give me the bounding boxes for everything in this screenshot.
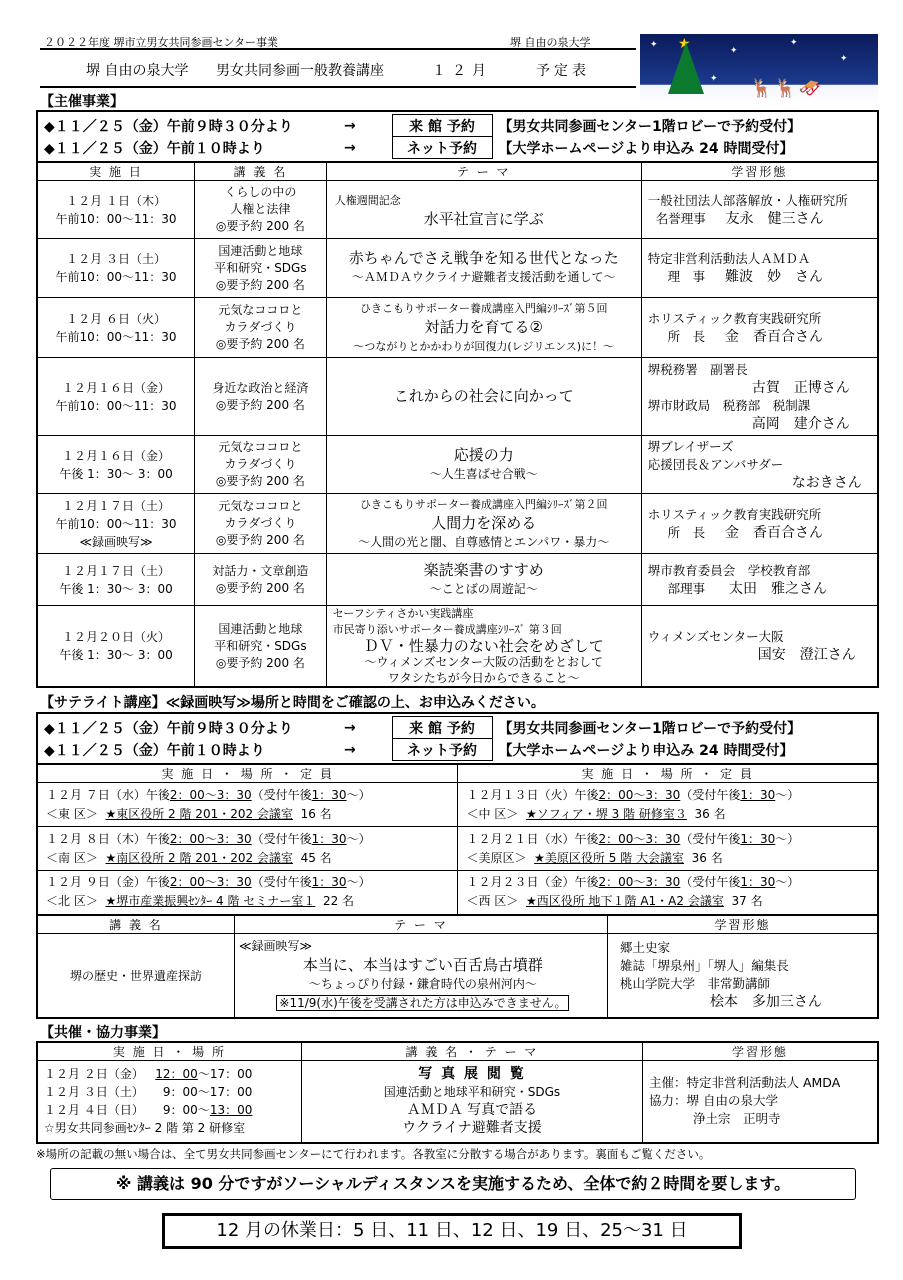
res-note: 【大学ホームページより申込み 24 時間受付】: [498, 140, 794, 157]
theme: ウクライナ避難者支援: [402, 1120, 542, 1137]
theme-sub: ～人生喜ばせ合戦～: [429, 466, 538, 481]
theme-pre2: 市民寄り添いサポーター養成講座ｼﾘｰｽﾞ 第３回: [332, 623, 562, 636]
res-arrow: →: [344, 719, 356, 736]
lecture: 身近な政治と経済: [212, 380, 309, 395]
table-row: [37, 181, 878, 239]
col-lecture-theme: 講 義 名 ・ テ ー マ: [301, 1042, 642, 1061]
capacity: 36 名: [694, 806, 726, 821]
coop-section-label: 【共催・協力事業】: [40, 1025, 166, 1041]
theme-sub: ～ちょっぴり付録・鎌倉時代の泉州河内～: [308, 977, 537, 992]
time: 午前10：00～11：30: [55, 211, 177, 226]
date: １２月２０日（火）: [62, 630, 171, 644]
date: １２月１６日（金）: [62, 380, 171, 395]
capacity: ◎要予約 200 名: [215, 219, 305, 233]
lecture: カラダづくり: [224, 516, 297, 530]
session-recv-time: 1：30: [740, 831, 776, 846]
col-theme: テ ー マ: [234, 916, 607, 934]
satellite-section-label: 【サテライト講座】≪録画映写≫場所と時間をご確認の上、お申込みください。: [40, 695, 545, 711]
lecture: 平和研究・SDGs: [214, 260, 307, 275]
res-date: ◆１１／２５（金）午前９時３０分より: [44, 118, 293, 135]
org: 堺市教育委員会 学校教育部: [647, 562, 811, 578]
venue: ★東区役所 2 階 201・202 会議室: [105, 806, 293, 821]
satellite-lecture-table: [36, 915, 879, 1019]
capacity: 36 名: [691, 850, 723, 865]
col-lecture: 講 義 名: [37, 916, 234, 934]
role: 理 事: [667, 269, 706, 284]
reindeer-sleigh-icon: 🦌🦌🛷: [750, 78, 824, 99]
recording-tag: ≪録画映写≫: [238, 939, 313, 954]
instructor-name: 太田 雅之さん: [728, 580, 827, 597]
coop-table: [36, 1041, 879, 1144]
session-date: １２月２３日（金）午後: [466, 875, 599, 890]
session-recv-end: ～）: [346, 875, 371, 890]
instructor-name: なおきさん: [791, 474, 862, 491]
satellite-table: [36, 712, 879, 916]
ward: ＜東 区＞: [46, 806, 98, 821]
theme: 応援の力: [453, 445, 514, 464]
session-cell: [458, 871, 878, 915]
res-date: ◆１１／２５（金）午前９時３０分より: [44, 720, 293, 737]
session-time: 2：00～3：30: [169, 875, 252, 890]
header-right: 堺 自由の泉大学: [510, 36, 591, 49]
main-section-label: 【主催事業】: [40, 94, 124, 110]
session-recv-time: 1：30: [740, 875, 776, 890]
res-arrow: →: [344, 117, 356, 134]
venue: ★南区役所 2 階 201・202 会議室: [105, 850, 293, 865]
org: 堺ブレイザーズ: [647, 438, 734, 454]
ward: ＜西 区＞: [466, 894, 519, 909]
table-row: [37, 827, 878, 871]
time: 午前10：00～11：30: [55, 329, 177, 344]
role: 所 長: [667, 328, 706, 344]
instructor-title: 雑誌「堺泉州」「堺人」編集長: [619, 958, 789, 974]
capacity: 37 名: [731, 894, 763, 909]
capacity: 16 名: [300, 806, 332, 821]
theme: 写 真 展 閲 覧: [418, 1066, 526, 1083]
theme-pre: ひきこもりサポーター養成講座入門編ｼﾘｰｽﾞ第２回: [359, 498, 608, 511]
col-theme: テ ー マ: [326, 162, 641, 181]
col-date-place: 実 施 日 ・ 場 所: [37, 1042, 301, 1061]
res-note: 【大学ホームページより申込み 24 時間受付】: [498, 742, 794, 759]
instructor-title: 桃山学院大学 非常勤講師: [619, 976, 770, 992]
session-cell: [37, 871, 458, 915]
capacity: 22 名: [322, 894, 355, 909]
session-recv: （受付午後: [680, 875, 741, 890]
date: １２月 ３日（土）: [44, 1085, 144, 1100]
theme-note: ※11/9(水)午後を受講された方は申込みできません。: [276, 995, 569, 1011]
theme-pre: セーフシティさかい実践講座: [332, 607, 474, 620]
cooperator: 協力：堺 自由の泉大学: [648, 1093, 778, 1109]
venue: ★堺市産業振興ｾﾝﾀｰ 4 階 セミナー室１: [105, 894, 316, 909]
session-recv: （受付午後: [251, 787, 312, 802]
date: １２月 ４日（日）: [44, 1103, 144, 1118]
session-time: 2：00～3：30: [598, 787, 681, 802]
page-title: [40, 48, 636, 88]
col-session: 実 施 日 ・ 場 所 ・ 定 員: [37, 764, 458, 783]
session-date: １２月 ７日（水）午後: [46, 787, 170, 802]
session-time: 2：00～3：30: [169, 787, 252, 802]
instructor-name: 金 香百合さん: [725, 328, 823, 345]
org2: 堺市財政局 税務部 税制課: [647, 397, 811, 413]
time: 9：00～: [162, 1103, 210, 1118]
instructor-name: 桧本 多加三さん: [709, 994, 822, 1011]
capacity: ◎要予約 200 名: [215, 655, 305, 670]
organizer: 主催：特定非営利活動法人 AMDA: [648, 1075, 841, 1091]
capacity: 45 名: [300, 850, 332, 865]
lecture: 国連活動と地球平和研究・SDGs: [383, 1085, 561, 1100]
theme: 本当に、本当はすごい百舌鳥古墳群: [302, 956, 543, 975]
capacity: ◎要予約 200 名: [215, 580, 305, 595]
col-instructor: 学習形態: [607, 916, 878, 934]
theme: 水平社宣言に学ぶ: [423, 209, 544, 228]
org: 一般社団法人部落解放・人権研究所: [647, 192, 848, 208]
session-recv-time: 1：30: [311, 787, 347, 802]
org: ホリスティック教育実践研究所: [647, 506, 822, 522]
theme-pre: ひきこもりサポーター養成講座入門編ｼﾘｰｽﾞ第５回: [359, 302, 608, 315]
christmas-illustration: ✦ ✦ ✦ ✦ ✦ ★ 🦌🦌🛷: [640, 34, 878, 106]
theme-pre: 人権週間記念: [334, 193, 401, 207]
col-date: 実 施 日: [37, 162, 195, 181]
theme-sub: ～ウィメンズセンター大阪の活動をとおして: [364, 655, 603, 669]
date: １２月１７日（土）: [62, 563, 171, 578]
time: 午後 1：30～ 3：00: [59, 581, 173, 596]
table-row: [37, 783, 878, 827]
lecture: くらしの中の: [224, 185, 297, 199]
date: １２月 ６日（火）: [66, 311, 166, 326]
table-row: [37, 871, 878, 915]
org: ウィメンズセンター大阪: [647, 629, 784, 644]
theme: 対話力を育てる②: [424, 318, 543, 336]
role: 部理事: [667, 580, 706, 596]
satellite-reservations: [44, 716, 871, 761]
theme-sub: ～ことばの周遊記～: [429, 581, 538, 596]
table-row: [37, 934, 878, 1018]
col-instructor: 学習形態: [641, 162, 878, 181]
instructor-name: 友永 健三さん: [725, 210, 824, 227]
res-note: 【男女共同参画センター1階ロビーで予約受付】: [498, 118, 802, 135]
theme-sub2: ワタシたちが今日からできること～: [387, 671, 580, 685]
ward: ＜南 区＞: [46, 850, 98, 865]
col-instructor: 学習形態: [642, 1042, 878, 1061]
org: ホリスティック教育実践研究所: [647, 310, 822, 326]
role: 所 長: [667, 524, 706, 540]
main-table: [36, 110, 879, 688]
session-recv: （受付午後: [251, 875, 312, 890]
session-date: １２月１３日（火）午後: [466, 787, 599, 802]
theme: 楽読楽書のすすめ: [423, 560, 544, 579]
lecture: 対話力・文章創造: [212, 563, 309, 578]
notice-banner: ※ 講義は 90 分ですがソーシャルディスタンスを実施するため、全体で約２時間を要します。: [50, 1168, 856, 1200]
date: １２月１６日（金）: [62, 448, 171, 463]
lecture: カラダづくり: [224, 457, 297, 471]
lecture: 元気なココロと: [218, 303, 303, 317]
lecture: 堺の歴史・世界遺産探訪: [37, 934, 234, 1018]
table-row: [37, 298, 878, 358]
header-left: ２０２２年度 堺市立男女共同参画センター事業: [44, 36, 279, 49]
main-reservations: [44, 114, 871, 159]
col-lecture: 講 義 名: [195, 162, 327, 181]
org: 堺税務署 副署長: [647, 361, 748, 377]
session-date: １２月 ９日（金）午後: [46, 875, 170, 890]
lecture: 元気なココロと: [218, 499, 303, 513]
session-time: 2：00～3：30: [598, 875, 681, 890]
session-time: 2：00～3：30: [598, 831, 681, 846]
lecture: カラダづくり: [224, 320, 297, 334]
session-recv-end: ～）: [775, 875, 800, 890]
lecture: 国連活動と地球: [218, 243, 303, 258]
instructor-name: 古賀 正博さん: [751, 379, 850, 396]
ward: ＜中 区＞: [466, 806, 519, 821]
date: １２月 ２日（金）: [44, 1067, 144, 1082]
closed-days-box: 12 月の休業日：5 日、11 日、12 日、19 日、25～31 日: [162, 1213, 742, 1249]
time: 午前10：00～11：30: [55, 270, 177, 284]
theme: これからの社会に向かって: [393, 387, 574, 405]
table-row: [37, 358, 878, 436]
theme: 人間力を深める: [431, 514, 537, 532]
title-org: 堺 自由の泉大学: [86, 63, 189, 79]
time: 午後 1：30～ 3：00: [59, 648, 173, 662]
time: 9：00～17：00: [162, 1085, 253, 1100]
session-recv-time: 1：30: [311, 875, 347, 890]
place: ☆男女共同参画ｾﾝﾀｰ 2 階 第 2 研修室: [44, 1121, 246, 1136]
res-date: ◆１１／２５（金）午前１０時より: [44, 742, 265, 759]
time: ～17：00: [197, 1067, 253, 1082]
instructor-name: 高岡 建介さん: [751, 415, 850, 432]
session-recv: （受付午後: [680, 831, 741, 846]
time: 午前10：00～11：30: [55, 398, 177, 413]
net-reservation-box: ネット予約: [392, 137, 492, 159]
lecture: 元気なココロと: [218, 440, 303, 454]
time: 午前10：00～11：30: [55, 516, 177, 531]
theme-sub: ～人間の光と闇、自尊感情とエンパワ・暴力～: [358, 535, 610, 549]
capacity: ◎要予約 200 名: [215, 474, 305, 488]
session-cell: [458, 827, 878, 871]
ward: ＜北 区＞: [46, 894, 98, 909]
role: 名誉理事: [655, 210, 706, 226]
session-cell: [37, 783, 458, 827]
table-row: [37, 239, 878, 298]
date: １２月１７日（土）: [62, 498, 171, 513]
session-recv-end: ～）: [775, 787, 800, 802]
session-cell: [37, 827, 458, 871]
session-recv-time: 1：30: [311, 831, 347, 846]
time: 13：00: [209, 1103, 253, 1118]
theme: 赤ちゃんでさえ戦争を知る世代となった: [348, 249, 619, 267]
instructor-name: 金 香百合さん: [725, 524, 823, 541]
instructor-name: 国安 澄江さん: [757, 647, 856, 663]
walkin-reservation-box: 来 館 予約: [392, 717, 492, 739]
table-row: [37, 436, 878, 494]
walkin-reservation-box: 来 館 予約: [392, 115, 492, 137]
footnote: ※場所の記載の無い場合は、全て男女共同参画センターにて行われます。各教室に分散する場合があります。裏面もご覧ください。: [36, 1147, 711, 1161]
theme: ＤＶ・性暴力のない社会をめざして: [363, 637, 604, 655]
net-reservation-box: ネット予約: [392, 739, 492, 761]
res-arrow: →: [344, 741, 356, 758]
recording-tag: ≪録画映写≫: [79, 534, 153, 549]
session-recv: （受付午後: [251, 831, 312, 846]
res-note: 【男女共同参画センター1階ロビーで予約受付】: [498, 720, 802, 737]
table-row: [37, 606, 878, 688]
venue: ★ソフィア・堺 3 階 研修室３: [525, 806, 687, 821]
capacity: ◎要予約 200 名: [215, 397, 305, 412]
capacity: ◎要予約 200 名: [215, 533, 305, 547]
res-arrow: →: [344, 139, 356, 156]
venue: ★西区役所 地下１階 A1・A2 会議室: [525, 894, 724, 909]
theme: ＡＭＤＡ 写真で語る: [406, 1102, 538, 1119]
theme-sub: ～ＡＭＤＡウクライナ避難者支援活動を通して～: [351, 270, 616, 284]
session-recv-end: ～）: [775, 831, 800, 846]
session-date: １２月 ８日（木）午後: [46, 831, 170, 846]
col-session: 実 施 日 ・ 場 所 ・ 定 員: [458, 764, 878, 783]
ward: ＜美原区＞: [466, 850, 527, 865]
table-row: [37, 554, 878, 606]
session-recv-end: ～）: [346, 831, 371, 846]
session-date: １２月２１日（水）午後: [466, 831, 599, 846]
session-recv: （受付午後: [680, 787, 741, 802]
time: 12：00: [155, 1067, 198, 1082]
tree-icon: [668, 42, 704, 94]
date: １２月 １日（木）: [66, 193, 166, 208]
instructor-title: 郷土史家: [619, 940, 670, 956]
role: 応援団長＆アンバサダー: [647, 456, 784, 472]
cooperator: 浄土宗 正明寺: [692, 1111, 781, 1127]
lecture: 平和研究・SDGs: [214, 638, 307, 653]
table-row: [37, 494, 878, 554]
title-month: １２月: [432, 63, 492, 79]
org: 特定非営利活動法人ＡＭＤＡ: [647, 251, 811, 266]
session-recv-end: ～）: [346, 787, 371, 802]
lecture: 国連活動と地球: [218, 621, 303, 636]
title-course: 男女共同参画一般教養講座: [216, 63, 384, 79]
time: 午後 1：30～ 3：00: [59, 466, 173, 481]
capacity: ◎要予約 200 名: [215, 277, 305, 292]
instructor-name: 難波 妙 さん: [725, 269, 823, 285]
title-schedule: 予定表: [536, 63, 590, 79]
date: １２月 ３日（土）: [66, 252, 166, 266]
theme-sub: ～つながりとかかわりが回復力(レジリエンス)に！～: [353, 340, 615, 353]
res-date: ◆１１／２５（金）午前１０時より: [44, 140, 265, 157]
lecture: 人権と法律: [230, 202, 291, 216]
session-time: 2：00～3：30: [169, 831, 252, 846]
venue: ★美原区役所 5 階 大会議室: [534, 850, 684, 865]
table-row: [37, 1061, 878, 1143]
capacity: ◎要予約 200 名: [215, 337, 305, 351]
session-cell: [458, 783, 878, 827]
star-icon: ★: [678, 36, 691, 52]
session-recv-time: 1：30: [740, 787, 776, 802]
